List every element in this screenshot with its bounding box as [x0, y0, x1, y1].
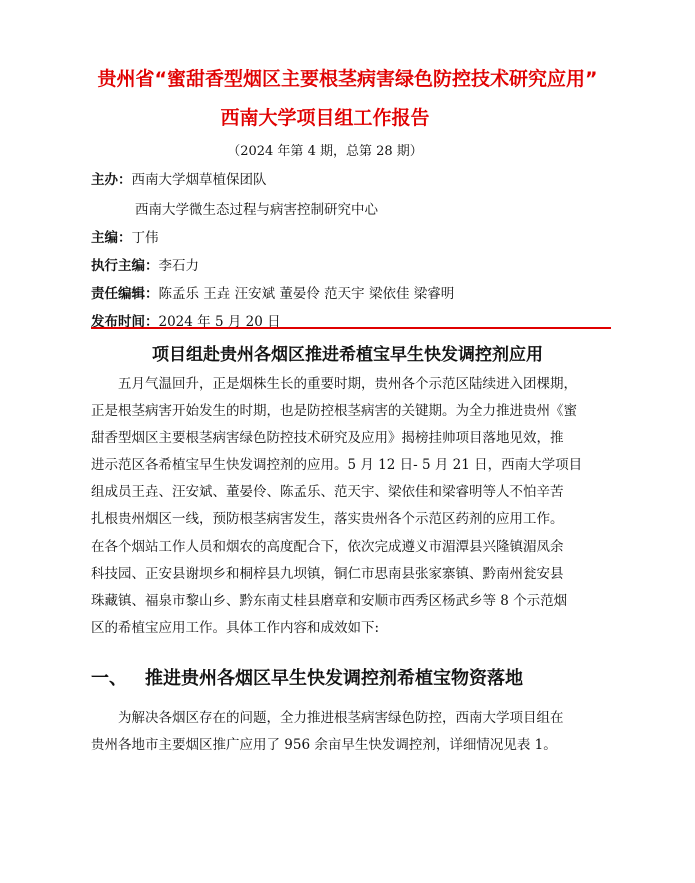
- date-value: 2024 年 5 月 20 日: [158, 314, 281, 330]
- paragraph-line: 组成员王垚、汪安斌、董晏伶、陈孟乐、范天宇、梁依佳和梁睿明等人不怕辛苦: [91, 484, 564, 501]
- organizer-value-1: 西南大学烟草植保团队: [131, 172, 267, 188]
- paragraph-line: 贵州各地市主要烟区推广应用了 956 余亩早生快发调控剂，详细情况见表 1。: [91, 737, 557, 754]
- paragraph-line: 五月气温回升，正是烟株生长的重要时期，贵州各个示范区陆续进入团棵期，: [118, 376, 577, 392]
- section-1-number: 一、: [91, 668, 127, 689]
- paragraph-line: 进示范区各希植宝早生快发调控剂的应用。5 月 12 日- 5 月 21 日，西南大学项目: [91, 457, 583, 474]
- report-title-line2: 西南大学项目组工作报告: [220, 107, 430, 129]
- editors-label: 责任编辑：: [91, 286, 159, 302]
- section-1-title: 推进贵州各烟区早生快发调控剂希植宝物资落地: [145, 668, 523, 689]
- editors-row: [91, 282, 454, 302]
- organizer-label: 主办：: [91, 172, 132, 188]
- exec-editor-row: [91, 254, 199, 274]
- issue-number: （2024 年第 4 期，总第 28 期）: [227, 144, 423, 159]
- article-paragraph-1: [91, 371, 611, 642]
- organizer-row: [91, 168, 267, 188]
- article-paragraph-2: [91, 705, 611, 759]
- paragraph-line: 扎根贵州烟区一线，预防根茎病害发生，落实贵州各个示范区药剂的应用工作。: [91, 511, 564, 528]
- chief-editor-value: 丁伟: [131, 230, 159, 246]
- section-1-heading: [91, 664, 523, 690]
- paragraph-line: 为解决各烟区存在的问题，全力推进根茎病害绿色防控，西南大学项目组在: [118, 710, 564, 726]
- exec-editor-value: 李石力: [158, 258, 199, 274]
- article-heading: 项目组赴贵州各烟区推进希植宝早生快发调控剂应用: [152, 345, 543, 365]
- date-label: 发布时间：: [91, 314, 159, 330]
- paragraph-line: 甜香型烟区主要根茎病害绿色防控技术研究及应用》揭榜挂帅项目落地见效，推: [91, 430, 564, 447]
- organizer-row-2: [135, 198, 378, 218]
- exec-editor-label: 执行主编：: [91, 258, 159, 274]
- organizer-value-2: 西南大学微生态过程与病害控制研究中心: [135, 202, 378, 218]
- paragraph-line: 珠藏镇、福泉市黎山乡、黔东南丈桂县磨章和安顺市西秀区杨武乡等 8 个示范烟: [91, 592, 568, 609]
- chief-editor-row: [91, 226, 159, 246]
- red-divider: [91, 327, 611, 329]
- paragraph-line: 正是根茎病害开始发生的时期，也是防控根茎病害的关键期。为全力推进贵州《蜜: [91, 403, 577, 420]
- report-title-line1: 贵州省“蜜甜香型烟区主要根茎病害绿色防控技术研究应用”: [97, 68, 598, 90]
- editors-value: 陈孟乐 王垚 汪安斌 董晏伶 范天宇 梁依佳 梁睿明: [158, 286, 455, 302]
- paragraph-line: 在各个烟站工作人员和烟农的高度配合下，依次完成遵义市湄潭县兴隆镇湄凤余: [91, 538, 564, 555]
- paragraph-line: 区的希植宝应用工作。具体工作内容和成效如下:: [91, 619, 380, 636]
- paragraph-line: 科技园、正安县谢坝乡和桐梓县九坝镇，铜仁市思南县张家寨镇、黔南州瓮安县: [91, 565, 564, 582]
- chief-editor-label: 主编：: [91, 230, 132, 246]
